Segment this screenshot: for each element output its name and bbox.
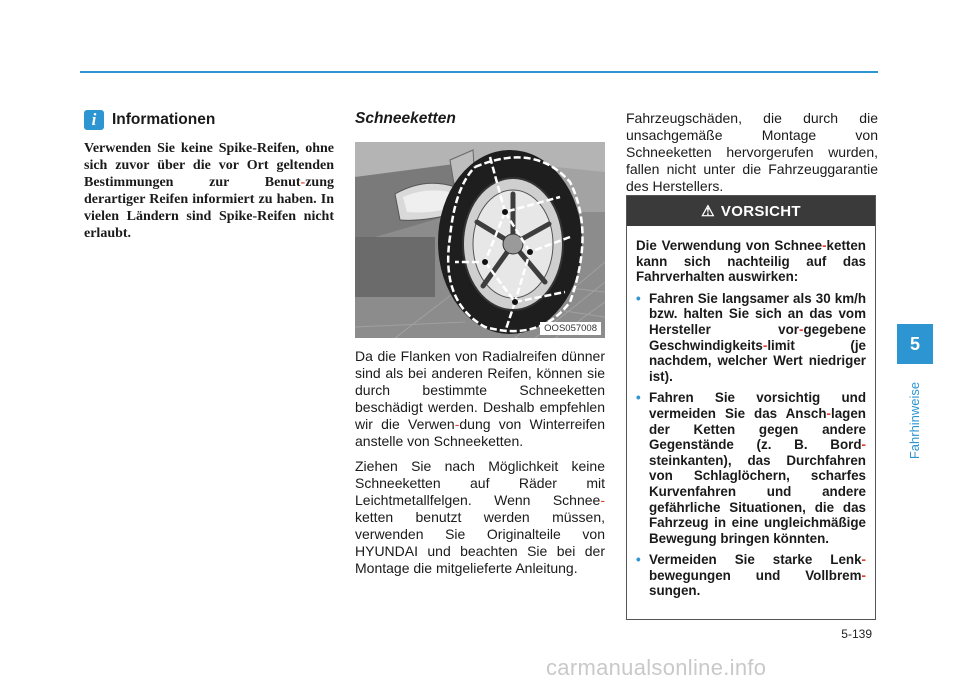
warning-body [627,226,875,599]
snow-chain-wheel-image [355,142,605,338]
warning-box [626,195,876,620]
warranty-section [626,110,878,203]
paragraph-radial-tires: Da die Flanken von Radialreifen dünner sind als bei anderen Reifen, können sie durch bestimmte Schneeketten beschädigt werden. Deshalb empfehlen wir die Verwen-dung von Winterreifen anstelle von Schneeketten. [355,348,605,449]
bullet-icon: • [636,290,641,306]
bullet-icon: • [636,552,641,568]
warning-list [636,291,866,599]
watermark: carmanualsonline.info [546,655,767,680]
warning-item: • Fahren Sie langsamer als 30 km/h bzw. halten Sie sich an das vom Hersteller vor-gegebene Geschwindigkeits-limit (je nachdem, welcher Wert niedriger ist). [636,290,866,384]
snow-chains-section [355,110,605,585]
info-title: Informationen [112,111,216,128]
snow-chain-illustration [355,142,605,338]
warning-triangle-icon: ⚠ [701,203,715,220]
chapter-tab: 5 [897,324,933,364]
warning-intro: Die Verwendung von Schnee-ketten kann sich nachteilig auf das Fahrverhalten auswirken: [636,238,866,285]
warranty-text: Fahrzeugschäden, die durch die unsachgemäße Montage von Schneeketten hervorgerufen wurden, fallen nicht unter die Fahrzeuggarantie des Herstellers. [626,110,878,194]
page-number: 5-139 [841,627,872,641]
warning-title: VORSICHT [720,202,801,220]
paragraph-alloy-wheels: Ziehen Sie nach Möglichkeit keine Schneeketten auf Räder mit Leichtmetallfelgen. Wenn Schnee-ketten benutzt werden müssen, verwenden Sie Originalteile von HYUNDAI und beachten Sie bei der Montage die mitgelieferte Anleitung. [355,458,605,576]
info-section [84,110,334,242]
warning-item: • Fahren Sie vorsichtig und vermeiden Sie das Ansch-lagen der Ketten gegen andere Gegenstände (z. B. Bord-steinkanten), das Durchfahren von Schlaglöchern, scharfes Kurvenfahren und andere gefährliche Situationen, die das Fahrzeug in eine ungleichmäßige Bewegung bringen könnten. [636,390,866,546]
warning-item: • Vermeiden Sie starke Lenk-bewegungen und Vollbrem-sungen. [636,552,866,599]
info-icon: i [84,110,104,130]
info-text: Verwenden Sie keine Spike-Reifen, ohne sich zuvor über die vor Ort geltenden Bestimmungen zur Benut-zung derartiger Reifen informiert zu haben. In vielen Ländern sind Spike-Reifen nicht erlaubt. [84,141,334,241]
section-title: Schneeketten [355,110,456,127]
warning-header [627,196,875,226]
header-rule [80,71,878,73]
info-heading [84,110,334,130]
bullet-icon: • [636,390,641,406]
figure-code: OOS057008 [540,322,601,335]
chapter-name: Fahrhinweise [907,381,923,459]
